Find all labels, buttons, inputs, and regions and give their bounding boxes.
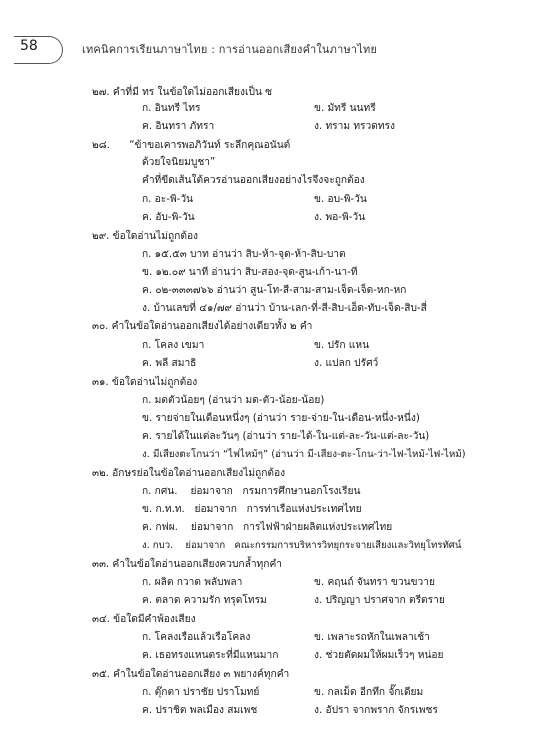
option: ก. อินทรี ไทร [142, 103, 201, 114]
option: ก. โคลงเรือแล้วเรือโคลง [142, 632, 251, 643]
option: ก. มดตัวน้อยๆ (อ่านว่า มด-ตัว-น้อย-น้อย) [142, 395, 325, 406]
option: ง. บ้านเลขที่ ๔๑/๗๙ อ่านว่า บ้าน-เลก-ที่-สี-สิบ-เอ็ด-ทับ-เจ็ด-สิบ-สี่ [142, 303, 427, 314]
option: ง. อัปรา จากพราก จักรเพชร [314, 705, 438, 716]
option: ค. อับ-พิ-วัน [142, 212, 195, 223]
option: ก. ๑๕.๕๓ บาท อ่านว่า สิบ-ห้า-จุด-ห้า-สิบ-บาต [142, 249, 346, 260]
question-33: ๓๓. คำในข้อใดอ่านออกเสียงควบกล้ำทุกคำ [92, 559, 282, 570]
option: ข. รายจ่ายในเดือนหนึ่งๆ (อ่านว่า ราย-จ่าย-ใน-เดือน-หนึ่ง-หนึ่ง) [142, 413, 420, 424]
option: ค. พลี สมาธิ [142, 358, 197, 369]
option: ค. ๐๒-๓๓๓๗๖๖ อ่านว่า สูน-โท-สี-สาม-สาม-เจ็ด-เจ็ด-หก-หก [142, 285, 407, 296]
running-header-title: เทคนิคการเรียนภาษาไทย : การอ่านออกเสียงคำในภาษาไทย [82, 43, 378, 56]
option: ข. ๑๒.๐๙ นาที อ่านว่า สิบ-สอง-จุด-สูน-เก้า-นา-ที [142, 267, 358, 278]
option: ก. อะ-พิ-วัน [142, 194, 194, 205]
option: ข. คฤนถ์ จันทรา ขวนขวาย [314, 577, 435, 588]
option: ข. เพลาะรถหักในเพลาเช้า [314, 632, 430, 643]
option: ข. มัทรี นนทรี [314, 103, 376, 114]
option: ง. ช่วยตัดผมให้ผมเร็วๆ หน่อย [314, 650, 444, 661]
option: ก. กศน. ย่อมาจาก กรมการศึกษานอกโรงเรียน [142, 486, 361, 497]
question-30: ๓๐. คำในข้อใดอ่านออกเสียงได้อย่างเดียวทั้ง ๒ คำ [92, 321, 313, 332]
question-29: ๒๙. ข้อใดอ่านไม่ถูกต้อง [92, 231, 199, 242]
question-34: ๓๔. ข้อใดมีคำพ้องเสียง [92, 614, 196, 625]
option: ข. ปรัก แหน [314, 340, 370, 351]
option: ง. ปริญญา ปราศจาก ตรีตราย [314, 595, 445, 606]
option: ก. ผลิต กวาด พลับพลา [142, 577, 243, 588]
option: ข. ก.ท.ท. ย่อมาจาก การท่าเรือแห่งประเทศไทย [142, 504, 362, 515]
option: ง. แปลก ปรัศว์ [314, 358, 379, 369]
option: ง. พอ-พิ-วัน [314, 212, 366, 223]
option: ข. กลเม็ด อีกทึก จั๊กเดียม [314, 687, 424, 698]
option: ง. มีเสียงตะโกนว่า “ไฟไหม้ๆ” (อ่านว่า มี-เสียง-ตะ-โกน-ว่า-ไฟ-ไหม้-ไฟ-ไหม้) [142, 449, 466, 460]
question-28-line3: คำที่ขีดเส้นใต้ควรอ่านออกเสียงอย่างไรจึงจะถูกต้อง [142, 175, 365, 186]
option: ง. กบว. ย่อมาจาก คณะกรรมการบริหารวิทยุกระจายเสียงและวิทยุโทรทัศน์ [142, 540, 462, 551]
option: ก. ตุ๊กตา ปราชัย ปราโมทย์ [142, 687, 260, 698]
option: ข. อบ-พิ-วัน [314, 194, 367, 205]
question-28-line2: ด้วยใจนิยมบูชา” [142, 157, 216, 168]
question-28: ๒๘. “ข้าขอเคารพอภิวันท์ ระลึกคุณอนันต์ [92, 140, 291, 151]
option: ก. โคลง เขมา [142, 340, 205, 351]
option: ง. ทราม ทรวดทรง [314, 121, 396, 132]
question-32: ๓๒. อักษรย่อในข้อใดอ่านออกเสียงไม่ถูกต้อง [92, 468, 286, 479]
option: ค. ตลาด ความรัก ทรุดโทรม [142, 595, 267, 606]
option: ค. เธอทรงแหนตระที่มีแหนมาก [142, 650, 279, 661]
question-27: ๒๗. คำที่มี ทร ในข้อใดไม่ออกเสียงเป็น ซ [92, 87, 273, 98]
page-number: 58 [20, 38, 38, 54]
question-35: ๓๕. คำในข้อใดอ่านออกเสียง ๓ พยางค์ทุกคำ [92, 669, 290, 680]
question-31: ๓๑. ข้อใดอ่านไม่ถูกต้อง [92, 377, 198, 388]
option: ค. รายได้ในแต่ละวันๆ (อ่านว่า ราย-ได้-ใน-แต่-ละ-วัน-แต่-ละ-วัน) [142, 431, 430, 442]
option: ค. อินทรา ภัทรา [142, 121, 215, 132]
option: ค. ปราชิต พลเมือง สมเพช [142, 705, 258, 716]
option: ค. กฟผ. ย่อมาจาก การไฟฟ้าฝ่ายผลิตแห่งประเทศไทย [142, 522, 393, 533]
